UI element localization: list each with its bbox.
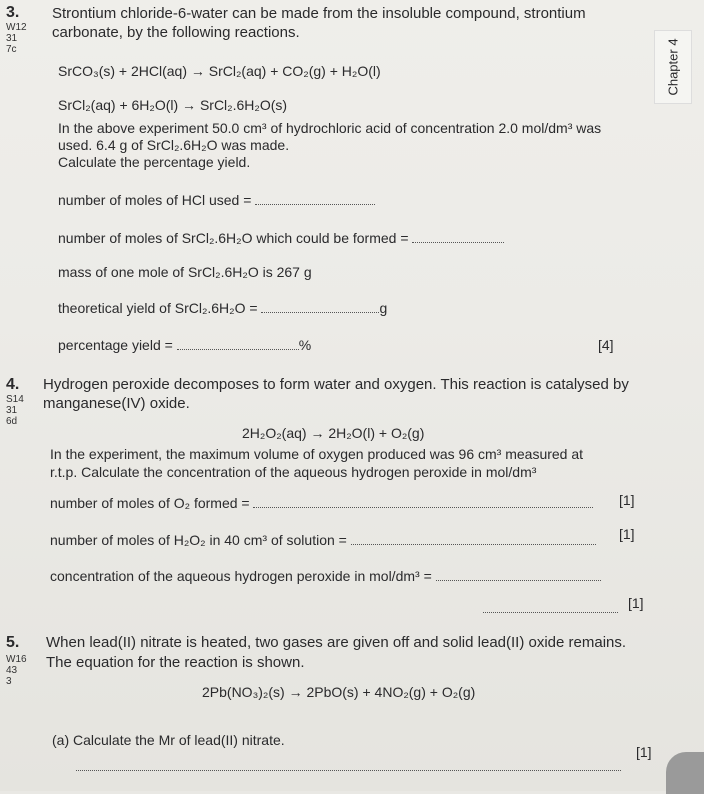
question-4-intro-line-2: manganese(IV) oxide.: [43, 395, 190, 412]
question-3-line-molar-mass: mass of one mole of SrCl₂.6H₂O is 267 g: [58, 264, 312, 280]
question-4-text-line-1: In the experiment, the maximum volume of oxygen produced was 96 cm³ measured at: [50, 446, 584, 462]
question-4-marks-1: [1]: [619, 492, 635, 508]
question-3-equation-1: SrCO₃(s) + 2HCl(aq) → SrCl₂(aq) + CO₂(g) + H₂O(l): [58, 63, 381, 79]
question-4-text-line-2: r.t.p. Calculate the concentration of the aqueous hydrogen peroxide in mol/dm³: [50, 464, 537, 480]
question-3-equation-2: SrCl₂(aq) + 6H₂O(l) → SrCl₂.6H₂O(s): [58, 97, 288, 113]
chapter-tab: [654, 30, 692, 104]
question-3-ref-2: 31: [6, 33, 18, 44]
answer-blank[interactable]: [261, 312, 379, 313]
question-5-intro-line-2: The equation for the reaction is shown.: [46, 654, 305, 671]
question-5-part-a: (a) Calculate the Mr of lead(II) nitrate.: [52, 732, 285, 748]
line-label: number of moles of SrCl₂.6H₂O which could be formed =: [58, 230, 413, 246]
question-3-intro-line-1: Strontium chloride-6-water can be made from the insoluble compound, strontium: [52, 5, 586, 22]
answer-blank[interactable]: [255, 204, 375, 205]
answer-blank[interactable]: [253, 507, 593, 508]
question-4-intro-line-1: Hydrogen peroxide decomposes to form water and oxygen. This reaction is catalysed by: [43, 376, 629, 393]
question-5-ref-1: W16: [6, 654, 27, 665]
question-3-text-line-1: In the above experiment 50.0 cm³ of hydrochloric acid of concentration 2.0 mol/dm³ was: [58, 120, 602, 136]
answer-blank[interactable]: [76, 770, 621, 771]
unit-percent: %: [298, 337, 312, 353]
question-5-ref-2: 43: [6, 665, 18, 676]
question-3-line-srcl2-moles: [58, 230, 504, 246]
line-label: percentage yield =: [58, 337, 177, 353]
question-4-marks-2: [1]: [619, 526, 635, 542]
question-5-ref-3: 3: [6, 676, 12, 687]
question-5-equation: 2Pb(NO₃)₂(s) → 2PbO(s) + 4NO₂(g) + O₂(g): [202, 684, 476, 700]
answer-blank[interactable]: [436, 580, 601, 581]
unit-g: g: [379, 300, 388, 316]
question-3-line-hcl-moles: [58, 192, 375, 208]
question-5-marks: [1]: [636, 744, 652, 760]
question-4-marks-3: [1]: [628, 595, 644, 611]
page-corner-shadow: [666, 752, 704, 794]
question-4-ref-2: 31: [6, 405, 18, 416]
question-3-marks: [4]: [598, 337, 614, 353]
line-label: number of moles of H₂O₂ in 40 cm³ of solution =: [50, 532, 351, 548]
line-label: number of moles of HCl used =: [58, 192, 256, 208]
question-4-line-h2o2-moles: [50, 532, 596, 548]
question-3-text-line-2: used. 6.4 g of SrCl₂.6H₂O was made.: [58, 137, 290, 153]
question-4-line-concentration: [50, 568, 601, 584]
question-5-intro-line-1: When lead(II) nitrate is heated, two gases are given off and solid lead(II) oxide remains.: [46, 634, 627, 651]
question-4-answer-line-final[interactable]: [483, 600, 618, 618]
question-3-line-percentage-yield: [58, 337, 311, 353]
answer-blank[interactable]: [412, 242, 504, 243]
question-3-ref-3: 7c: [6, 44, 17, 55]
question-3-line-theoretical-yield: [58, 300, 387, 316]
question-4-ref-3: 6d: [6, 416, 18, 427]
chapter-tab-label: Chapter 4: [665, 38, 681, 96]
line-label: number of moles of O₂ formed =: [50, 495, 254, 511]
question-4-number: 4.: [6, 376, 20, 393]
answer-blank[interactable]: [351, 544, 596, 545]
question-3-ref-1: W12: [6, 22, 27, 33]
question-4-ref-1: S14: [6, 394, 24, 405]
answer-blank[interactable]: [483, 612, 618, 613]
question-3-intro-line-2: carbonate, by the following reactions.: [52, 24, 300, 41]
question-3-text-line-3: Calculate the percentage yield.: [58, 154, 251, 170]
question-5-answer-line[interactable]: [76, 758, 621, 776]
question-3-number: 3.: [6, 4, 20, 21]
line-label: theoretical yield of SrCl₂.6H₂O =: [58, 300, 262, 316]
question-4-line-o2-moles: [50, 495, 593, 511]
question-5-number: 5.: [6, 634, 20, 651]
question-4-equation: 2H₂O₂(aq) → 2H₂O(l) + O₂(g): [242, 425, 425, 441]
answer-blank[interactable]: [177, 349, 299, 350]
line-label: concentration of the aqueous hydrogen peroxide in mol/dm³ =: [50, 568, 436, 584]
